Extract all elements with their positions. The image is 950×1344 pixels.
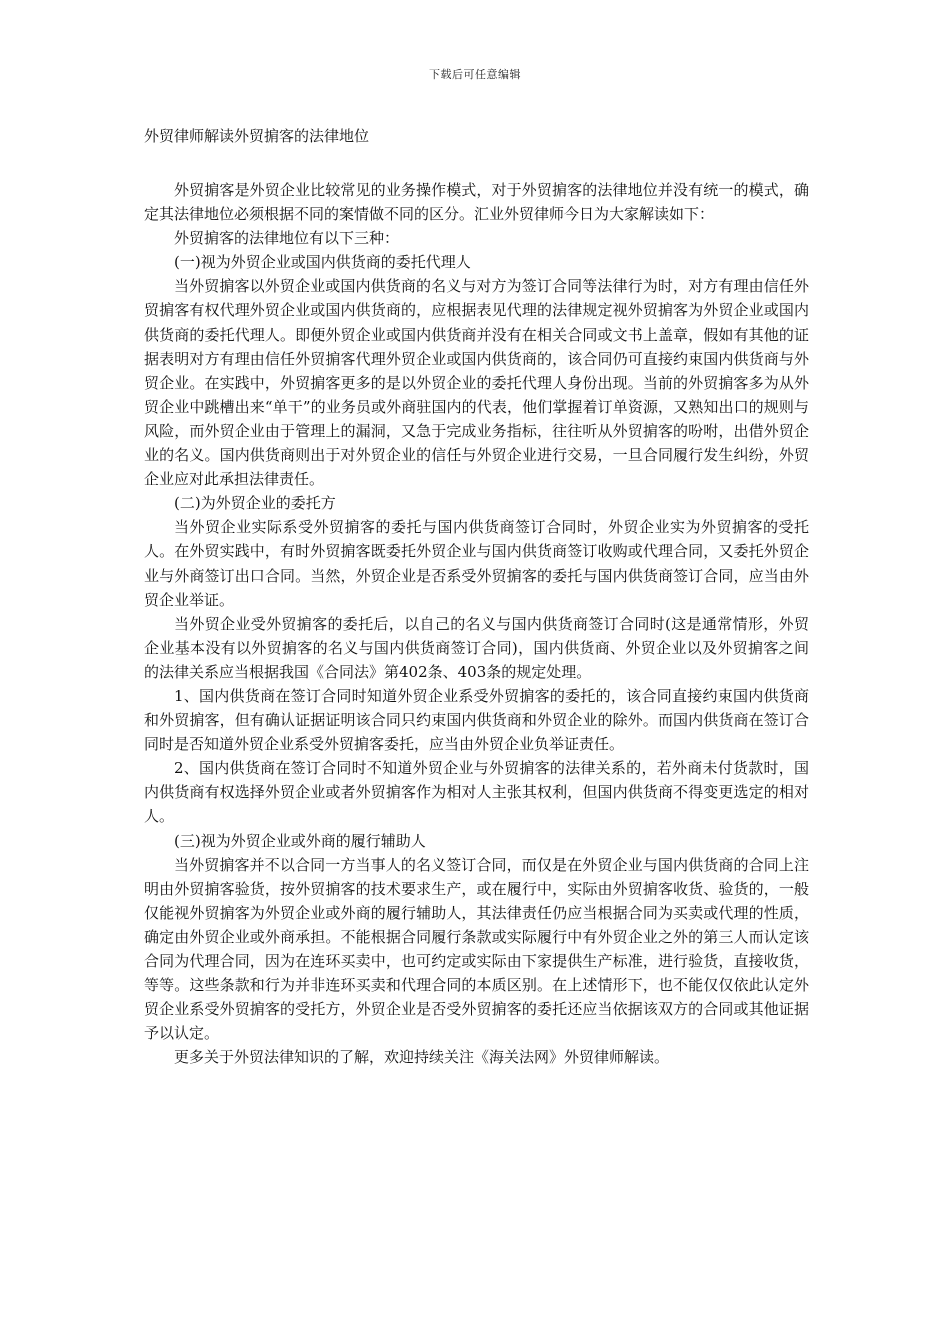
paragraph-item-2: 2、国内供货商在签订合同时不知道外贸企业与外贸掮客的法律关系的，若外商未付货款时，国内供货商有权选择外贸企业或者外贸掮客作为相对人主张其权利，但国内供货商不得变更选定的相对人。 (144, 759, 809, 826)
paragraph-three-types: 外贸掮客的法律地位有以下三种： (174, 229, 400, 248)
section-heading-3: (三)视为外贸企业或外商的履行辅助人 (174, 831, 426, 850)
paragraph-section-3: 当外贸掮客并不以合同一方当事人的名义签订合同，而仅是在外贸企业与国内供货商的合同上注明由外贸掮客验货，按外贸掮客的技术要求生产，或在履行中，实际由外贸掮客收货、验货的，一般仅能视外贸掮客为外贸企业或外商的履行辅助人，其法律责任仍应当根据合同为买卖或代理的性质，确定由外贸企业或外商承担。不能根据合同履行条款或实际履行中有外贸企业之外的第三人而认定该合同为代理合同，因为在连环买卖中，也可约定或实际由下家提供生产标准，进行验货，直接收货，等等。这些条款和行为并非连环买卖和代理合同的本质区别。在上述情形下，也不能仅仅依此认定外贸企业系受外贸掮客的受托方，外贸企业是否受外贸掮客的委托还应当依据该双方的合同或其他证据予以认定。 (144, 855, 809, 1043)
paragraph-section-1: 当外贸掮客以外贸企业或国内供货商的名义与对方为签订合同等法律行为时，对方有理由信任外贸掮客有权代理外贸企业或国内供货商的，应根据表见代理的法律规定视外贸掮客为外贸企业或国内供货商的委托代理人。即便外贸企业或国内供货商并没有在相关合同或文书上盖章，假如有其他的证据表明对方有理由信任外贸掮客代理外贸企业或国内供货商的，该合同仍可直接约束国内供货商与外贸企业。在实践中，外贸掮客更多的是以外贸企业的委托代理人身份出现。当前的外贸掮客多为从外贸企业中跳槽出来“单干”的业务员或外商驻国内的代表，他们掌握着订单资源，又熟知出口的规则与风险，而外贸企业由于管理上的漏洞，又急于完成业务指标，往往听从外贸掮客的吩咐，出借外贸企业的名义。国内供货商则出于对外贸企业的信任与外贸企业进行交易，一旦合同履行发生纠纷，外贸企业应对此承担法律责任。 (144, 277, 809, 489)
paragraph-item-1: 1、国内供货商在签订合同时知道外贸企业系受外贸掮客的委托的，该合同直接约束国内供货商和外贸掮客，但有确认证据证明该合同只约束国内供货商和外贸企业的除外。而国内供货商在签订合同时是否知道外贸企业系受外贸掮客委托，应当由外贸企业负举证责任。 (144, 686, 809, 754)
paragraph-intro: 外贸掮客是外贸企业比较常见的业务操作模式，对于外贸掮客的法律地位并没有统一的模式，确定其法律地位必须根据不同的案情做不同的区分。汇业外贸律师今日为大家解读如下： (144, 181, 809, 224)
document-title: 外贸律师解读外贸掮客的法律地位 (144, 127, 370, 145)
page-header: 下载后可任意编辑 (429, 68, 521, 81)
paragraph-section-2a: 当外贸企业实际系受外贸掮客的委托与国内供货商签订合同时，外贸企业实为外贸掮客的受托人。在外贸实践中，有时外贸掮客既委托外贸企业与国内供货商签订收购或代理合同，又委托外贸企业与外商签订出口合同。当然，外贸企业是否系受外贸掮客的委托与国内供货商签订合同，应当由外贸企业举证。 (144, 518, 809, 609)
section-heading-1: (一)视为外贸企业或国内供货商的委托代理人 (174, 253, 471, 272)
document-body (144, 178, 809, 1069)
section-heading-2: (二)为外贸企业的委托方 (174, 494, 336, 513)
paragraph-section-2b: 当外贸企业受外贸掮客的委托后，以自己的名义与国内供货商签订合同时(这是通常情形，外贸企业基本没有以外贸掮客的名义与国内供货商签订合同)，国内供货商、外贸企业以及外贸掮客之间的法律关系应当根据我国《合同法》第402条、403条的规定处理。 (144, 614, 809, 681)
paragraph-closing: 更多关于外贸法律知识的了解，欢迎持续关注《海关法网》外贸律师解读。 (174, 1048, 670, 1067)
